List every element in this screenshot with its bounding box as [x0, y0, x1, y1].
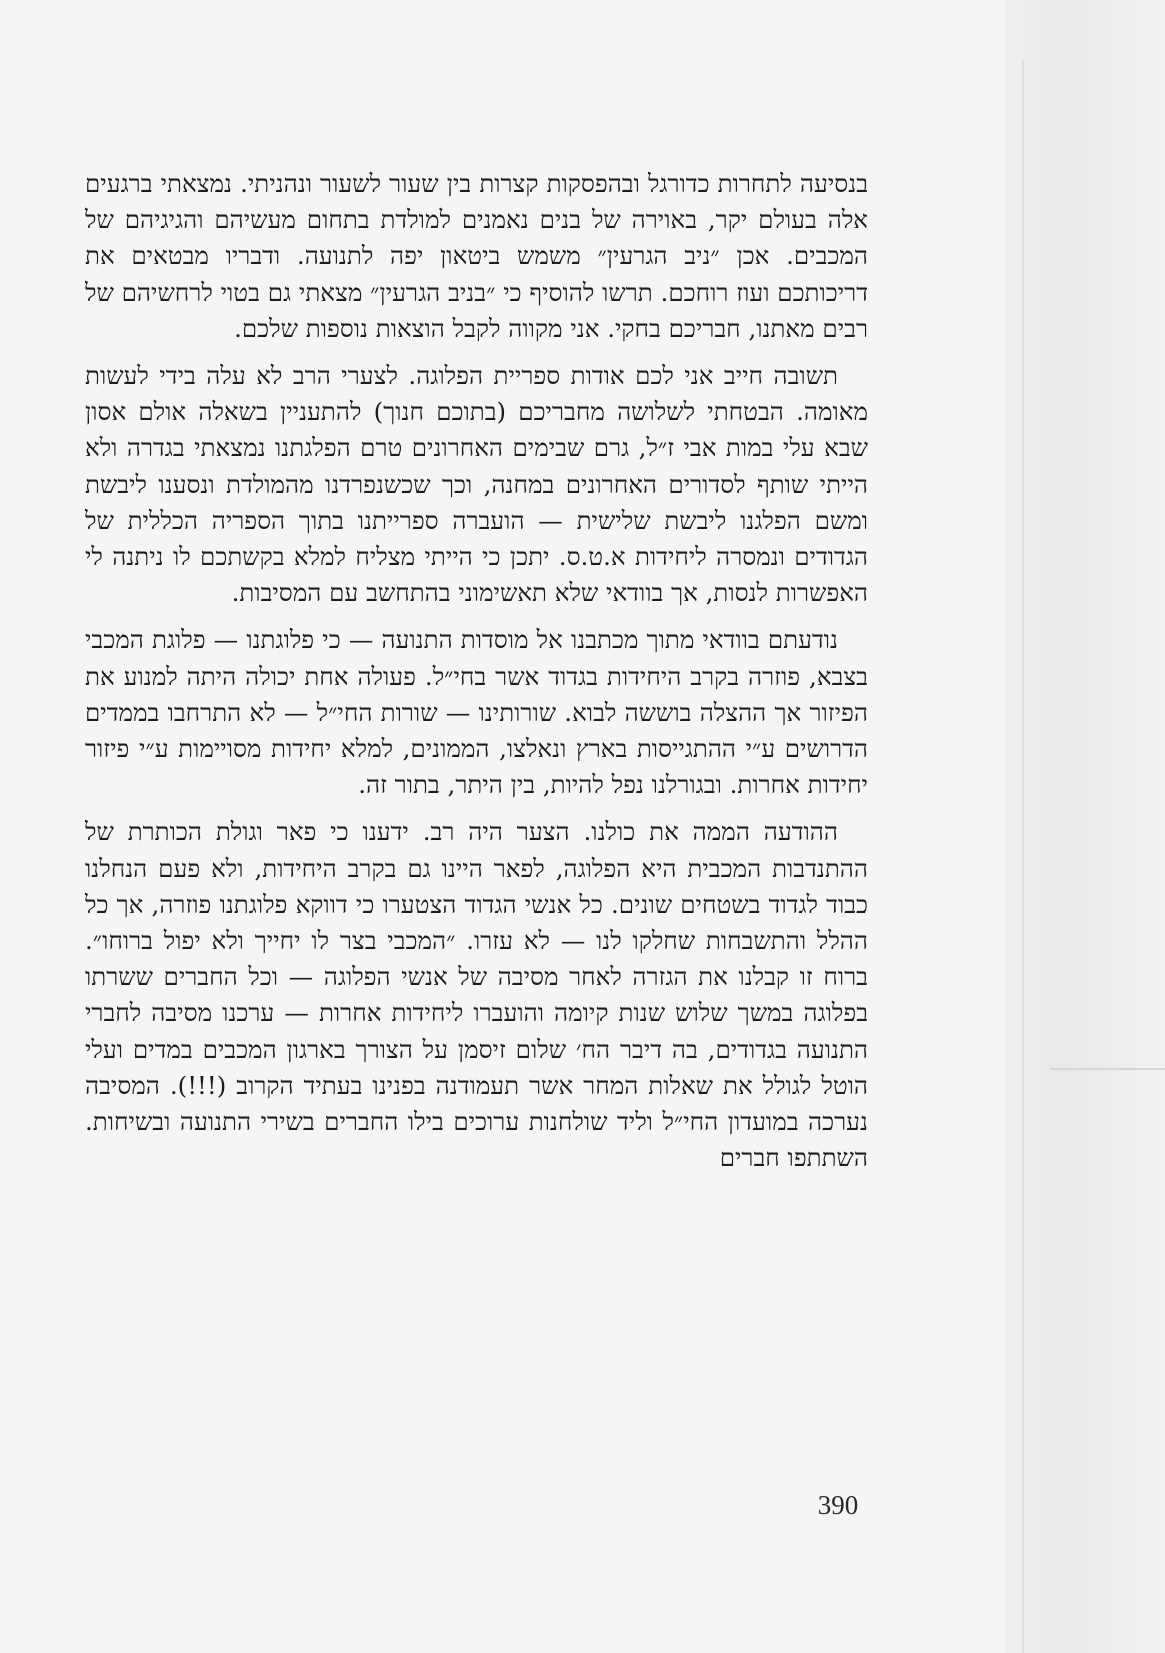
scan-margin-right	[1005, 0, 1165, 1653]
paragraph-3: נודעתם בוודאי מתוך מכתבנו אל מוסדות התנועה — כי פלוגתנו — פלוגת המכבי בצבא, פוזרה בקרב היחידות בגדוד אשר בחי״ל. פעולה אחת יכולה היתה למנוע את הפיזור אך ההצלה בוששה לבוא. שורותינו — שורות החי״ל — לא התרחבו בממדים הדרושים ע״י ההתגייסות בארץ ונאלצו, הממונים, למלא יחידות מסויימות ע״י פיזור יחידות אחרות. ובגורלנו נפל להיות, בין היתר, בתור זה.	[85, 625, 868, 800]
paragraph-2: תשובה חייב אני לכם אודות ספריית הפלוגה. לצערי הרב לא עלה בידי לעשות מאומה. הבטחתי לשלושה מחבריכם (בתוכם חנוך) להתעניין בשאלה אולם אסון שבא עלי במות אבי ז״ל, גרם שבימים האחרונים טרם הפלגתנו נמצאתי בגדרה ולא הייתי שותף לסדורים האחרונים במחנה, וכך שכשנפרדנו מהמולדת ונסענו ליבשת ומשם הפלגנו ליבשת שלישית — הועברה ספרייתנו בתוך הספריה הכללית של הגדודים ונמסרה ליחידות א.ט.ס. יתכן כי הייתי מצליח למלא בקשתכם לו ניתנה לי האפשרות לנסות, אך בוודאי שלא תאשימוני בהתחשב עם המסיבות.	[85, 361, 868, 608]
scan-artifact-line	[1050, 1068, 1165, 1070]
body-text	[85, 166, 868, 1176]
paragraph-1: בנסיעה לתחרות כדורגל ובהפסקות קצרות בין שעור לשעור ונהניתי. נמצאתי ברגעים אלה בעולם יקר, באוירה של בנים נאמנים למולדת בתחום מעשיהם והגיגיהם של המכבים. אכן ״ניב הגרעין״ משמש ביטאון יפה לתנועה. ודבריו מבטאים את דריכותכם ועוז רוחכם. תרשו להוסיף כי ״בניב הגרעין״ מצאתי גם בטוי לרחשיהם של רבים מאתנו, חבריכם בחקי. אני מקווה לקבל הוצאות נוספות שלכם.	[85, 169, 868, 343]
page-number: 390	[817, 1490, 859, 1520]
paragraph-4: ההודעה הממה את כולנו. הצער היה רב. ידענו כי פאר וגולת הכותרת של ההתנדבות המכבית היא הפלוגה, לפאר היינו גם בקרב היחידות, ולא פעם הנחלנו כבוד לגדוד בשטחים שונים. כל אנשי הגדוד הצטערו כי דווקא פלוגתנו פוזרה, אך כל ההלל והתשבחות שחלקו לנו — לא עזרו. ״המכבי בצר לו יחייך ולא יפול ברוחו״. ברוח זו קבלנו את הגזרה לאחר מסיבה של אנשי הפלוגה — וכל החברים ששרתו בפלוגה במשך שלוש שנות קיומה והועברו ליחידות אחרות — ערכנו מסיבה לחברי התנועה בגדודים, בה דיבר הח׳ שלום זיסמן על הצורך בארגון המכבים במדים ועלי הוטל לגולל את שאלות המחר אשר תעמודנה בפנינו בעתיד הקרוב (!!!). המסיבה נערכה במועדון החי״ל וליד שולחנות ערוכים בילו החברים בשירי התנועה ובשיחות. השתתפו חברים	[85, 817, 868, 1173]
page-edge-shadow	[1022, 60, 1024, 1653]
